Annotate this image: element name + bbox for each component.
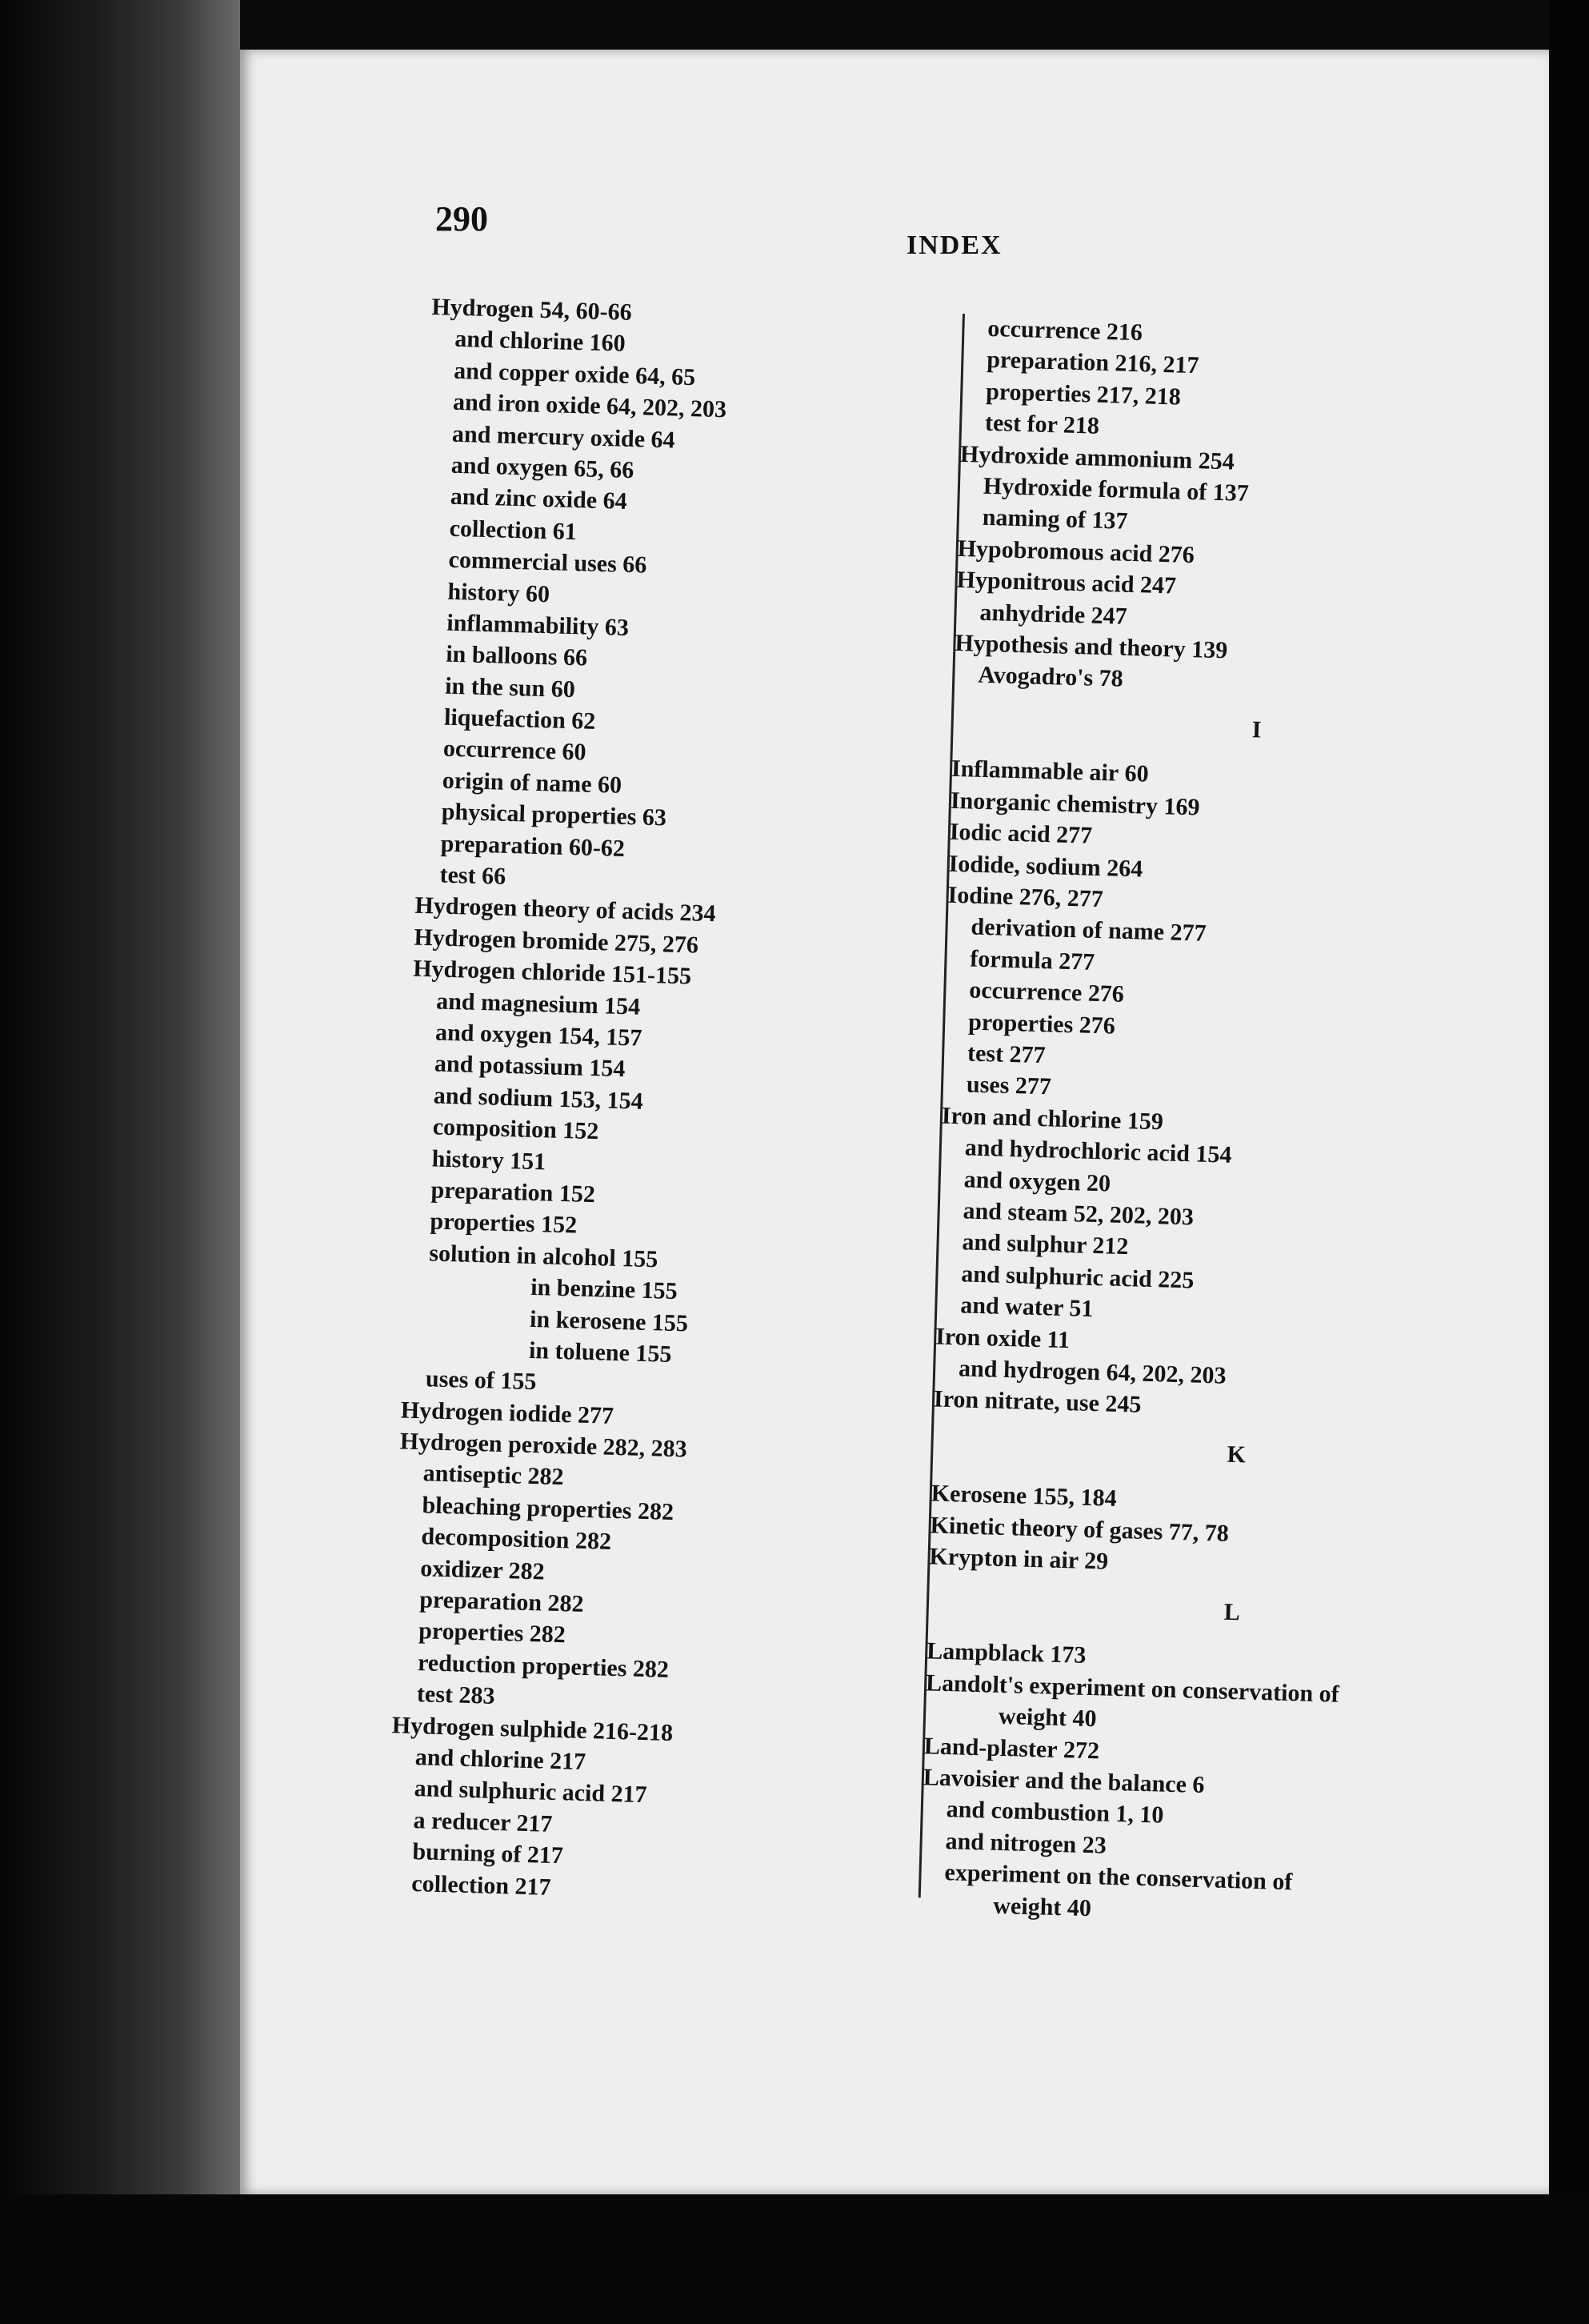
- index-subentry: preparation 60-62: [440, 830, 626, 862]
- index-subentry: test for 218: [984, 409, 1100, 439]
- index-entry-term: Land-plaster: [923, 1732, 1059, 1763]
- index-subentry: reduction properties 282: [417, 1649, 670, 1683]
- index-entry-term: Iron oxide: [935, 1323, 1042, 1352]
- index-entry-term: Landolt's experiment: [925, 1669, 1146, 1702]
- index-subentry: and oxygen 20: [963, 1165, 1111, 1197]
- index-entry-term: Hydroxide: [983, 472, 1093, 503]
- index-entry-pages: 282, 283: [596, 1433, 688, 1463]
- index-subentry: physical properties 63: [441, 798, 667, 831]
- index-entry-pages: 173: [1043, 1641, 1087, 1669]
- page-number: 290: [435, 199, 488, 238]
- index-entry-pages: 155, 184: [1026, 1483, 1118, 1513]
- index-entry-term: Lavoisier: [923, 1764, 1020, 1793]
- index-entry-pages: 216-218: [586, 1717, 674, 1746]
- index-subentry: composition 152: [432, 1113, 599, 1145]
- index-subentry: a reducer 217: [413, 1806, 553, 1837]
- book-page: [240, 50, 1549, 2194]
- index-subentry: bleaching properties 282: [422, 1492, 674, 1525]
- index-subentry: oxidizer 282: [419, 1554, 546, 1585]
- index-entry-pages: 54, 60-66: [533, 296, 633, 326]
- index-entry-pages: and theory 139: [1067, 632, 1228, 664]
- index-entry-pages: 277: [571, 1401, 614, 1429]
- index-entry-term: Iron: [941, 1102, 987, 1130]
- index-entry-term: Hydrogen sulphide: [391, 1711, 588, 1744]
- index-section-letter: I: [1251, 715, 1262, 743]
- index-entry-pages: 60: [1118, 760, 1150, 788]
- index-entry-pages: formula of 137: [1091, 475, 1250, 507]
- index-subentry: and zinc oxide 64: [450, 483, 628, 515]
- index-entry-pages: 151-155: [605, 960, 692, 990]
- index-entry-pages: in air 29: [1017, 1545, 1109, 1575]
- index-entry-pages: 272: [1057, 1736, 1100, 1765]
- index-entry-term: Kerosene: [931, 1480, 1027, 1510]
- index-entry-pages: 77, 78: [1162, 1518, 1230, 1547]
- index-entry-pages: on conservation of: [1144, 1675, 1340, 1708]
- index-subentry: and sulphur 212: [962, 1228, 1129, 1260]
- index-entry-pages: 169: [1157, 792, 1200, 821]
- index-subentry: derivation of name 277: [971, 913, 1207, 948]
- index-subentry: decomposition 282: [421, 1523, 612, 1556]
- index-subentry: properties 217, 218: [985, 378, 1182, 411]
- index-entry-term: Krypton: [929, 1543, 1018, 1573]
- running-head: INDEX: [907, 230, 1003, 260]
- index-subentry: occurrence 276: [968, 976, 1125, 1008]
- index-subentry: naming of 137: [982, 504, 1128, 535]
- index-entry-pages: 254: [1191, 447, 1235, 475]
- index-entry-term: Iodine: [947, 881, 1014, 911]
- index-subentry: liquefaction 62: [443, 703, 596, 735]
- index-subentry: and sulphuric acid 225: [960, 1260, 1195, 1294]
- index-column-right: [919, 312, 1572, 1936]
- index-entry-term: Hydrogen iodide: [400, 1396, 572, 1428]
- index-entry-term: Hydrogen: [430, 293, 534, 323]
- index-subentry: anhydride 247: [979, 599, 1128, 630]
- index-entry-pages: 275, 276: [607, 929, 699, 959]
- index-subentry: antiseptic 282: [422, 1460, 564, 1491]
- index-entry-pages: and chlorine 159: [986, 1103, 1164, 1136]
- index-subentry: weight 40: [998, 1703, 1097, 1733]
- index-column-left: [387, 291, 880, 1911]
- scan-left-edge: [0, 0, 240, 2324]
- index-subentry: weight 40: [992, 1892, 1092, 1921]
- index-subentry: properties 276: [967, 1008, 1116, 1040]
- index-subentry: and magnesium 154: [435, 988, 641, 1020]
- index-entry-term: Iodide,: [948, 850, 1021, 879]
- index-subentry: and steam 52, 202, 203: [963, 1197, 1195, 1231]
- index-entry-pages: 276: [1151, 540, 1195, 568]
- index-entry-pages: and the balance 6: [1019, 1766, 1205, 1799]
- index-subentry: and chlorine 217: [414, 1744, 586, 1776]
- index-subentry: collection 217: [410, 1869, 551, 1901]
- index-subentry: and water 51: [959, 1292, 1094, 1323]
- index-subentry: occurrence 216: [987, 315, 1143, 347]
- index-subentry: history 151: [431, 1144, 546, 1175]
- index-subentry: occurrence 60: [442, 735, 586, 767]
- index-entry-pages: acid 247: [1085, 570, 1177, 599]
- index-entry-term: Hydrogen bromide: [413, 924, 609, 956]
- index-subentry: test 283: [416, 1681, 495, 1710]
- index-subentry: in toluene 155: [528, 1336, 672, 1368]
- index-subentry: and sodium 153, 154: [433, 1082, 644, 1115]
- index-entry-term: Inflammable air: [951, 755, 1119, 787]
- index-subentry: preparation 282: [418, 1586, 585, 1617]
- index-subentry: Avogadro's 78: [977, 661, 1124, 693]
- index-entry-term: Hydrogen theory of acids: [414, 892, 674, 927]
- index-subentry: burning of 217: [412, 1838, 564, 1869]
- index-entry-term: Hydrogen chloride: [412, 955, 606, 988]
- index-subentry: origin of name 60: [442, 767, 622, 799]
- index-entry-term: Inorganic chemistry: [950, 787, 1159, 819]
- index-entry-pages: use 245: [1059, 1389, 1142, 1419]
- index-subentry: and chlorine 160: [454, 326, 626, 358]
- index-subentry: and copper oxide 64, 65: [453, 357, 696, 391]
- index-subentry: experiment on the conservation of: [944, 1859, 1293, 1896]
- index-entry-term: Hydrogen peroxide: [399, 1428, 598, 1461]
- index-entry-pages: sodium 264: [1019, 851, 1143, 883]
- index-subentry: formula 277: [969, 945, 1095, 976]
- index-entry-term: Kinetic theory of gases: [930, 1512, 1163, 1545]
- index-subentry: in benzine 155: [530, 1274, 678, 1305]
- index-subentry: inflammability 63: [446, 609, 630, 641]
- index-subentry: history 60: [447, 578, 550, 607]
- index-subentry: and oxygen 154, 157: [434, 1019, 642, 1052]
- index-subentry: preparation 216, 217: [986, 347, 1199, 379]
- index-subentry: and hydrogen 64, 202, 203: [958, 1355, 1227, 1389]
- index-subentry: collection 61: [449, 515, 578, 545]
- index-entry-pages: 11: [1040, 1325, 1071, 1353]
- index-subentry: commercial uses 66: [448, 546, 647, 579]
- index-subentry: in balloons 66: [445, 640, 588, 671]
- index-subentry: solution in alcohol 155: [428, 1240, 658, 1273]
- index-entry-pages: 276, 277: [1012, 884, 1104, 913]
- index-entry-pages: 277: [1050, 821, 1093, 849]
- index-subentry: and oxygen 65, 66: [450, 451, 634, 484]
- index-entry-term: Iron nitrate,: [933, 1385, 1061, 1416]
- index-subentry: test 66: [439, 861, 506, 890]
- index-subentry: and sulphuric acid 217: [414, 1775, 648, 1809]
- index-entry-term: Iodic acid: [949, 819, 1051, 848]
- index-entry-pages: 234: [673, 900, 716, 928]
- index-entry-term: Hydroxide ammonium: [959, 440, 1193, 474]
- index-subentry: properties 152: [430, 1208, 578, 1239]
- index-entry-term: Lampblack: [926, 1637, 1045, 1668]
- index-entry-term: Hypothesis: [954, 629, 1069, 659]
- index-subentry: test 277: [967, 1040, 1047, 1069]
- index-subentry: and iron oxide 64, 202, 203: [452, 388, 727, 423]
- index-subentry: and mercury oxide 64: [451, 420, 676, 454]
- index-entry-term: Hyponitrous: [956, 567, 1087, 597]
- index-subentry: in kerosene 155: [529, 1305, 689, 1336]
- index-subentry: and potassium 154: [434, 1050, 626, 1083]
- index-subentry: and hydrochloric acid 154: [964, 1134, 1232, 1168]
- index-entry-term: Hypobromous acid: [957, 535, 1153, 567]
- index-subentry: uses 277: [966, 1071, 1052, 1100]
- index-subentry: uses of 155: [425, 1365, 537, 1396]
- index-subentry: and nitrogen 23: [945, 1827, 1107, 1859]
- index-subentry: and combustion 1, 10: [946, 1796, 1164, 1829]
- index-subentry: preparation 152: [430, 1176, 596, 1208]
- scan-bottom-edge: [0, 2194, 1589, 2324]
- index-section-letter: K: [1227, 1440, 1247, 1469]
- index-subentry: in the sun 60: [444, 672, 576, 703]
- index-subentry: properties 282: [418, 1617, 566, 1649]
- index-section-letter: L: [1223, 1598, 1241, 1625]
